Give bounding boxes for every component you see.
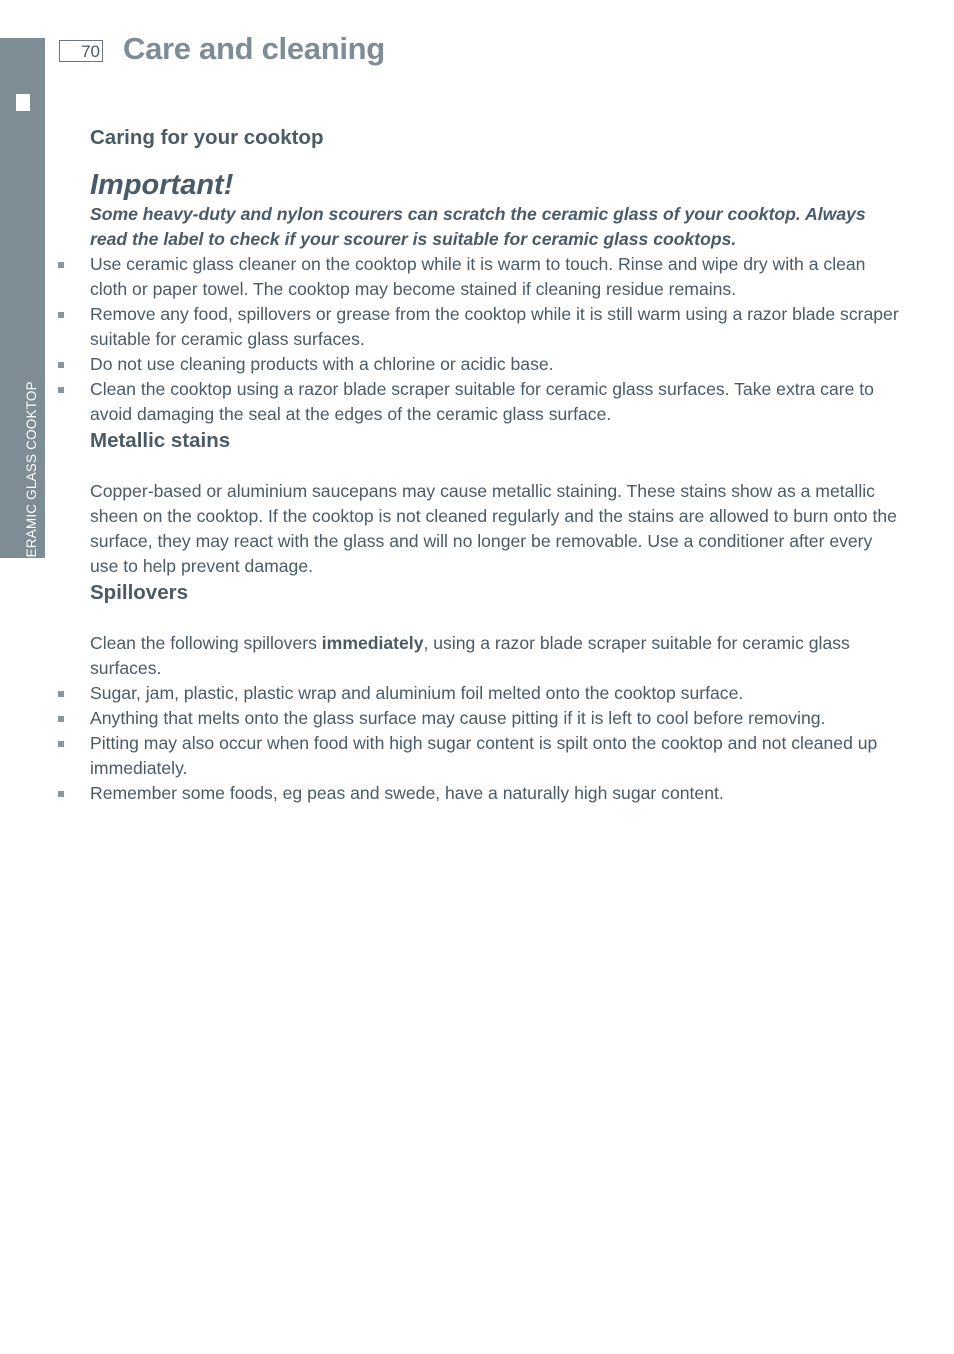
list-item-text: Pitting may also occur when food with high sugar content is spilt onto the cooktop and not cleaned up immediately. [90,733,878,778]
list-item [90,731,900,781]
bullet-icon [58,741,64,747]
list-item-text: Anything that melts onto the glass surface may cause pitting if it is left to cool before removing. [90,708,826,728]
side-tab [0,38,45,669]
list-item-text: Remember some foods, eg peas and swede, have a naturally high sugar content. [90,783,724,803]
important-warning: Some heavy-duty and nylon scourers can scratch the ceramic glass of your cooktop. Always read the label to check if your scourer is suitable for ceramic glass cooktops. [90,204,866,249]
section-heading-spillovers: Spillovers [90,581,188,604]
list-item-text: Sugar, jam, plastic, plastic wrap and aluminium foil melted onto the cooktop surface. [90,683,744,703]
page-number: 70 [59,40,103,62]
caring-bullet-list [90,252,900,427]
page-title: Care and cleaning [123,31,385,66]
spillovers-intro-start: Clean the following spillovers [90,633,322,653]
list-item-text: Clean the cooktop using a razor blade scraper suitable for ceramic glass surfaces. Take extra care to avoid damaging the seal at the edges of the ceramic glass surface. [90,379,874,424]
list-item [90,377,900,427]
bullet-icon [58,691,64,697]
section-heading-caring: Caring for your cooktop [90,126,324,149]
list-item-text: Do not use cleaning products with a chlorine or acidic base. [90,354,554,374]
bullet-icon [58,312,64,318]
page-content [90,124,900,806]
metallic-stains-text: Copper-based or aluminium saucepans may cause metallic staining. These stains show as a metallic sheen on the cooktop. If the cooktop is not cleaned regularly and the stains are allowed to burn onto the surface, they may react with the glass and will no longer be removable. Use a conditioner after every use to help prevent damage. [90,481,897,576]
list-item [90,681,900,706]
list-item [90,352,900,377]
bullet-icon [58,716,64,722]
spillovers-intro [90,631,900,681]
list-item-text: Remove any food, spillovers or grease from the cooktop while it is still warm using a razor blade scraper suitable for ceramic glass surfaces. [90,304,899,349]
important-heading: Important! [90,169,234,201]
list-item [90,252,900,302]
section-marker [16,94,30,111]
section-heading-metallic: Metallic stains [90,429,231,452]
bullet-icon [58,387,64,393]
spillovers-bullet-list [90,681,900,806]
list-item-text: Use ceramic glass cleaner on the cooktop while it is warm to touch. Rinse and wipe dry with a clean cloth or paper towel. The cooktop may become stained if cleaning residue remains. [90,254,866,299]
spillovers-intro-emphasis: immediately [321,633,424,653]
bullet-icon [58,262,64,268]
bullet-icon [58,791,64,797]
side-tab-label: MODELS WITH CERAMIC GLASS COOKTOP [24,381,39,669]
spillovers-intro-end: , using a razor blade scraper suitable for ceramic glass surfaces. [90,633,850,678]
list-item [90,302,900,352]
bullet-icon [58,362,64,368]
list-item [90,781,900,806]
list-item [90,706,900,731]
